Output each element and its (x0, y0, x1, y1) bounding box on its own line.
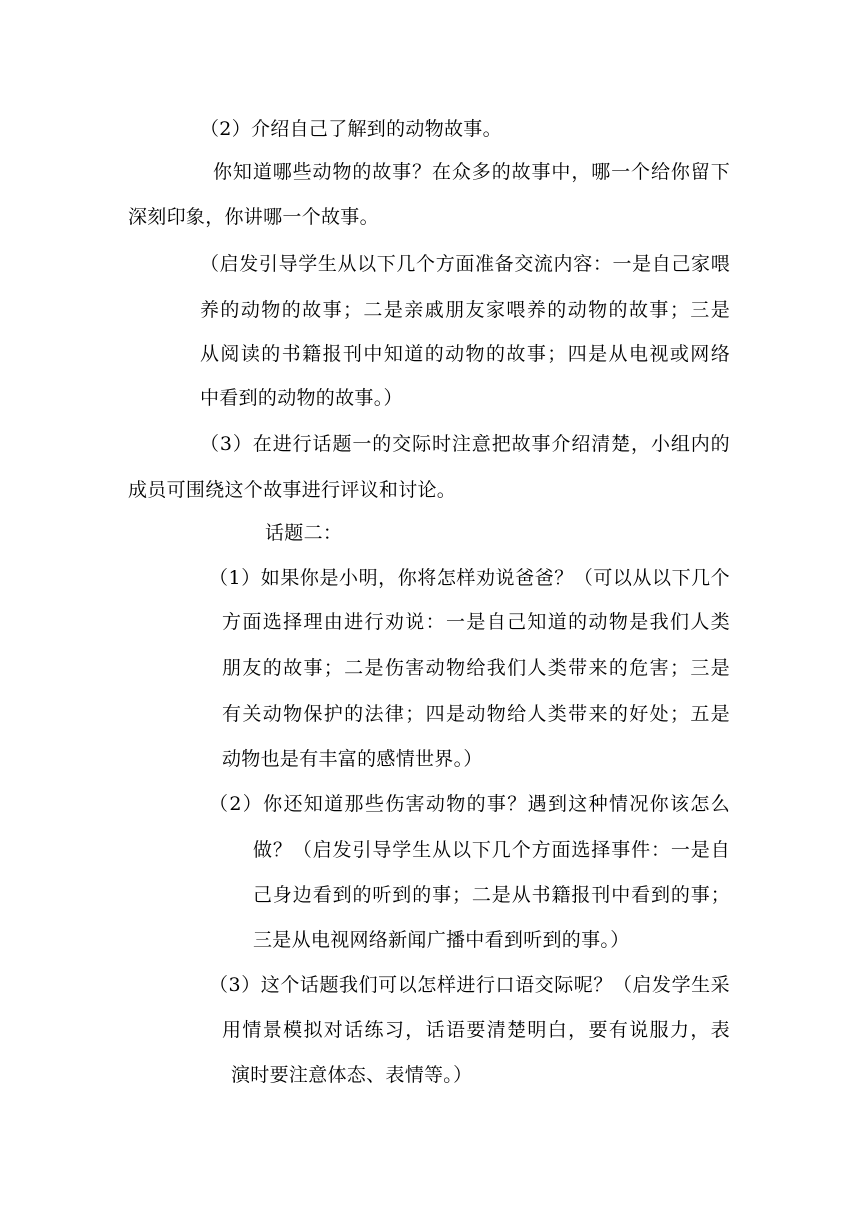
text-line: 从阅读的书籍报刊中知道的动物的故事；四是从电视或网络 (200, 343, 730, 365)
text-line: 成员可围绕这个故事进行评议和讨论。 (128, 479, 457, 501)
text-line: 动物也是有丰富的感情世界。） (222, 748, 483, 770)
text-line: （2）介绍自己了解到的动物故事。 (200, 118, 502, 140)
text-line: （1）如果你是小明，你将怎样劝说爸爸？（可以从以下几个 (209, 567, 730, 589)
text-line: 朋友的故事；二是伤害动物给我们人类带来的危害；三是 (222, 657, 730, 679)
text-line: （启发引导学生从以下几个方面准备交流内容：一是自己家喂 (200, 253, 730, 275)
text-line: 养的动物的故事；二是亲戚朋友家喂养的动物的故事；三是 (200, 299, 730, 321)
text-line: 己身边看到的听到的事；二是从书籍报刊中看到的事； (253, 884, 730, 906)
text-line: 用情景模拟对话练习，话语要清楚明白，要有说服力，表 (222, 1019, 730, 1041)
text-line: 中看到的动物的故事。） (200, 387, 403, 409)
text-line: 演时要注意体态、表情等。） (231, 1064, 473, 1086)
text-line: 做？（启发引导学生从以下几个方面选择事件：一是自 (253, 839, 730, 861)
text-line: 有关动物保护的法律；四是动物给人类带来的好处；五是 (222, 703, 730, 725)
text-line: （3）在进行话题一的交际时注意把故事介绍清楚，小组内的 (200, 433, 730, 455)
text-line: 三是从电视网络新闻广播中看到听到的事。） (253, 929, 630, 951)
text-line: 你知道哪些动物的故事？在众多的故事中，哪一个给你留下 (213, 161, 730, 183)
text-line: 方面选择理由进行劝说：一是自己知道的动物是我们人类 (222, 611, 730, 633)
text-line: （2）你还知道那些伤害动物的事？遇到这种情况你该怎么 (209, 793, 730, 815)
text-line: （3）这个话题我们可以怎样进行口语交际呢？（启发学生采 (209, 974, 730, 996)
section-heading: 话题二： (265, 522, 343, 544)
text-line: 深刻印象，你讲哪一个故事。 (128, 206, 379, 228)
